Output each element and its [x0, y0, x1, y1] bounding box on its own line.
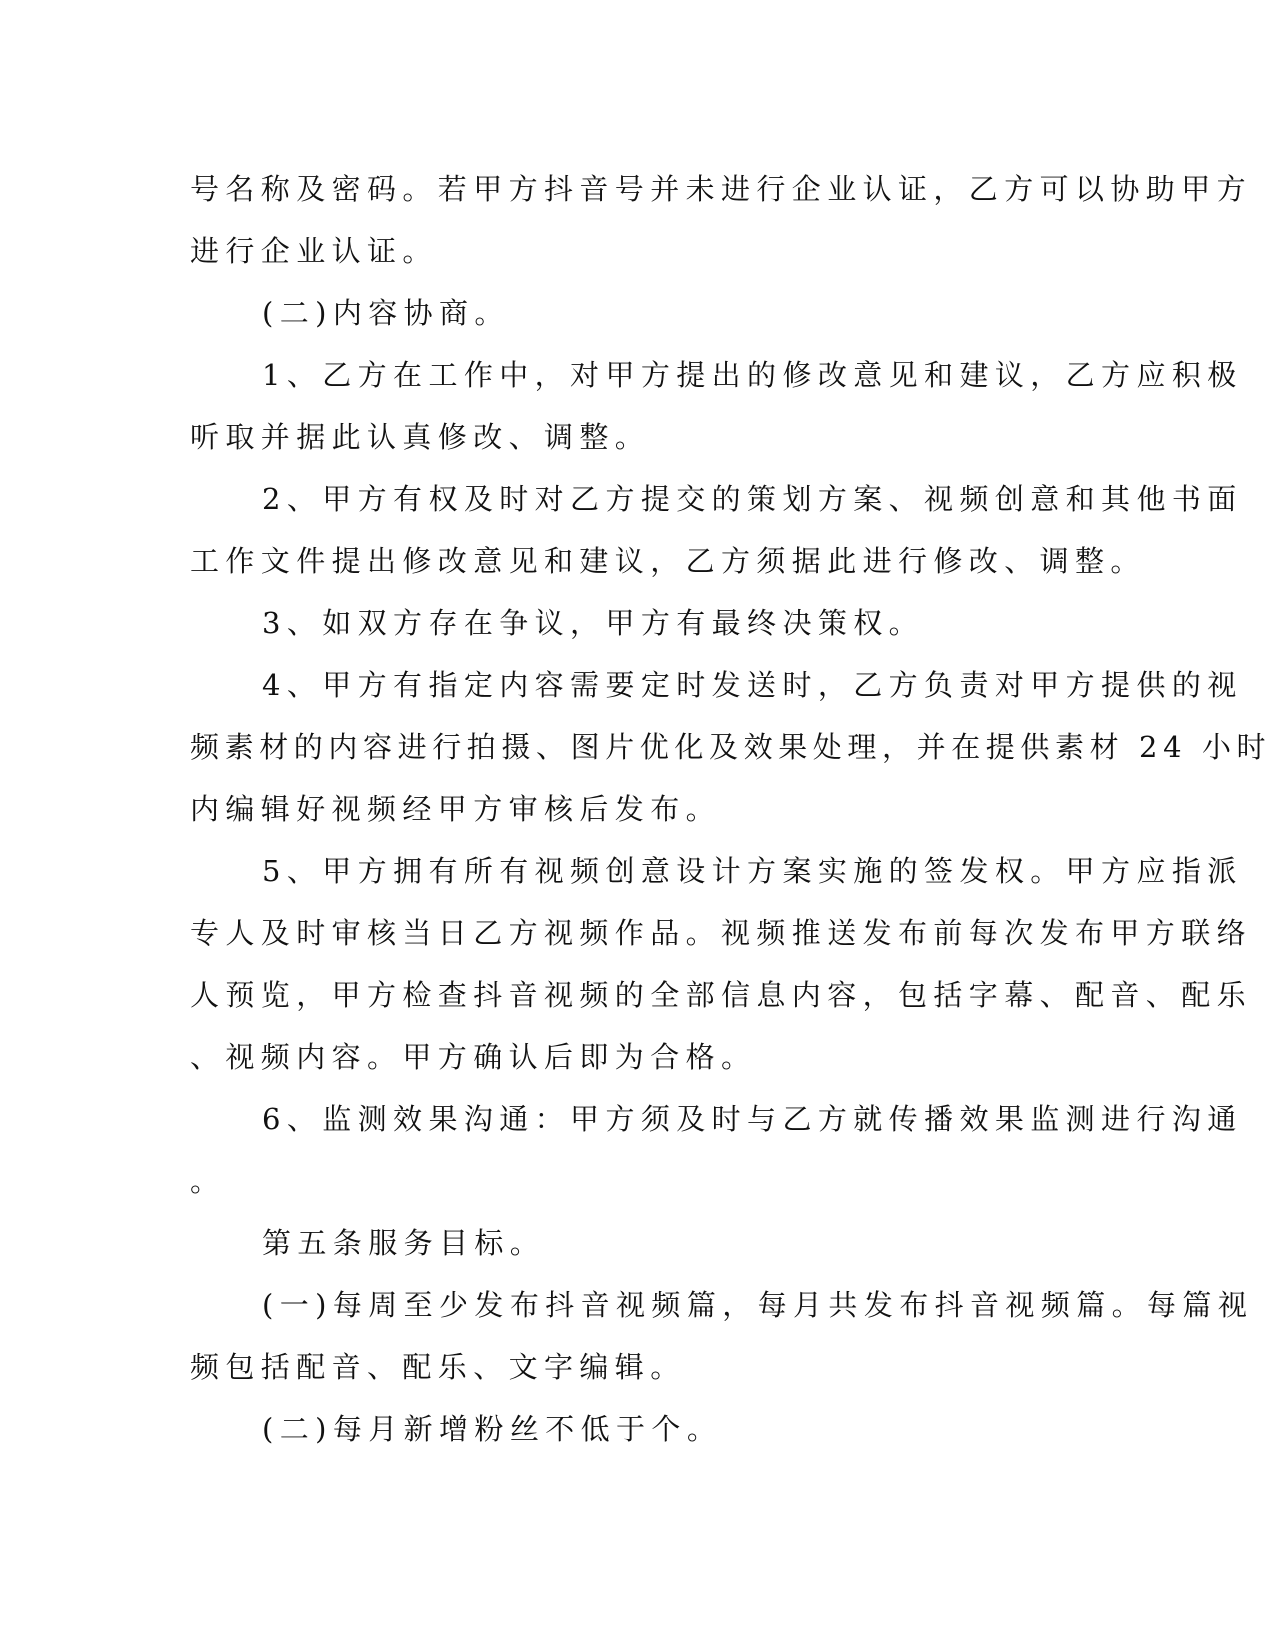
text-line: 3、如双方存在争议，甲方有最终决策权。: [262, 606, 925, 640]
text-line: 1、乙方在工作中，对甲方提出的修改意见和建议，乙方应积极: [262, 358, 1243, 392]
text-line: 5、甲方拥有所有视频创意设计方案实施的签发权。甲方应指派: [262, 854, 1243, 888]
text-line: 频素材的内容进行拍摄、图片优化及效果处理，并在提供素材 24 小时: [190, 730, 1272, 764]
text-line: 、视频内容。甲方确认后即为合格。: [190, 1040, 757, 1074]
text-line: 号名称及密码。若甲方抖音号并未进行企业认证，乙方可以协助甲方: [190, 172, 1253, 206]
text-line: 。: [190, 1164, 226, 1198]
text-line: 工作文件提出修改意见和建议，乙方须据此进行修改、调整。: [190, 544, 1146, 578]
text-line: 进行企业认证。: [190, 234, 438, 268]
text-line: 听取并据此认真修改、调整。: [190, 420, 651, 454]
text-line: 2、甲方有权及时对乙方提交的策划方案、视频创意和其他书面: [262, 482, 1243, 516]
text-line: 4、甲方有指定内容需要定时发送时，乙方负责对甲方提供的视: [262, 668, 1243, 702]
section-heading: (二)内容协商。: [262, 296, 510, 330]
text-line: 内编辑好视频经甲方审核后发布。: [190, 792, 722, 826]
article-heading: 第五条服务目标。: [262, 1226, 546, 1260]
document-body: [190, 158, 1272, 1460]
text-line: 频包括配音、配乐、文字编辑。: [190, 1350, 686, 1384]
text-line: (二)每月新增粉丝不低于个。: [262, 1412, 723, 1446]
text-line: 人预览，甲方检查抖音视频的全部信息内容，包括字幕、配音、配乐: [190, 978, 1253, 1012]
text-line: 6、监测效果沟通：甲方须及时与乙方就传播效果监测进行沟通: [262, 1102, 1243, 1136]
text-line: 专人及时审核当日乙方视频作品。视频推送发布前每次发布甲方联络: [190, 916, 1253, 950]
text-line: (一)每周至少发布抖音视频篇，每月共发布抖音视频篇。每篇视: [262, 1288, 1254, 1322]
